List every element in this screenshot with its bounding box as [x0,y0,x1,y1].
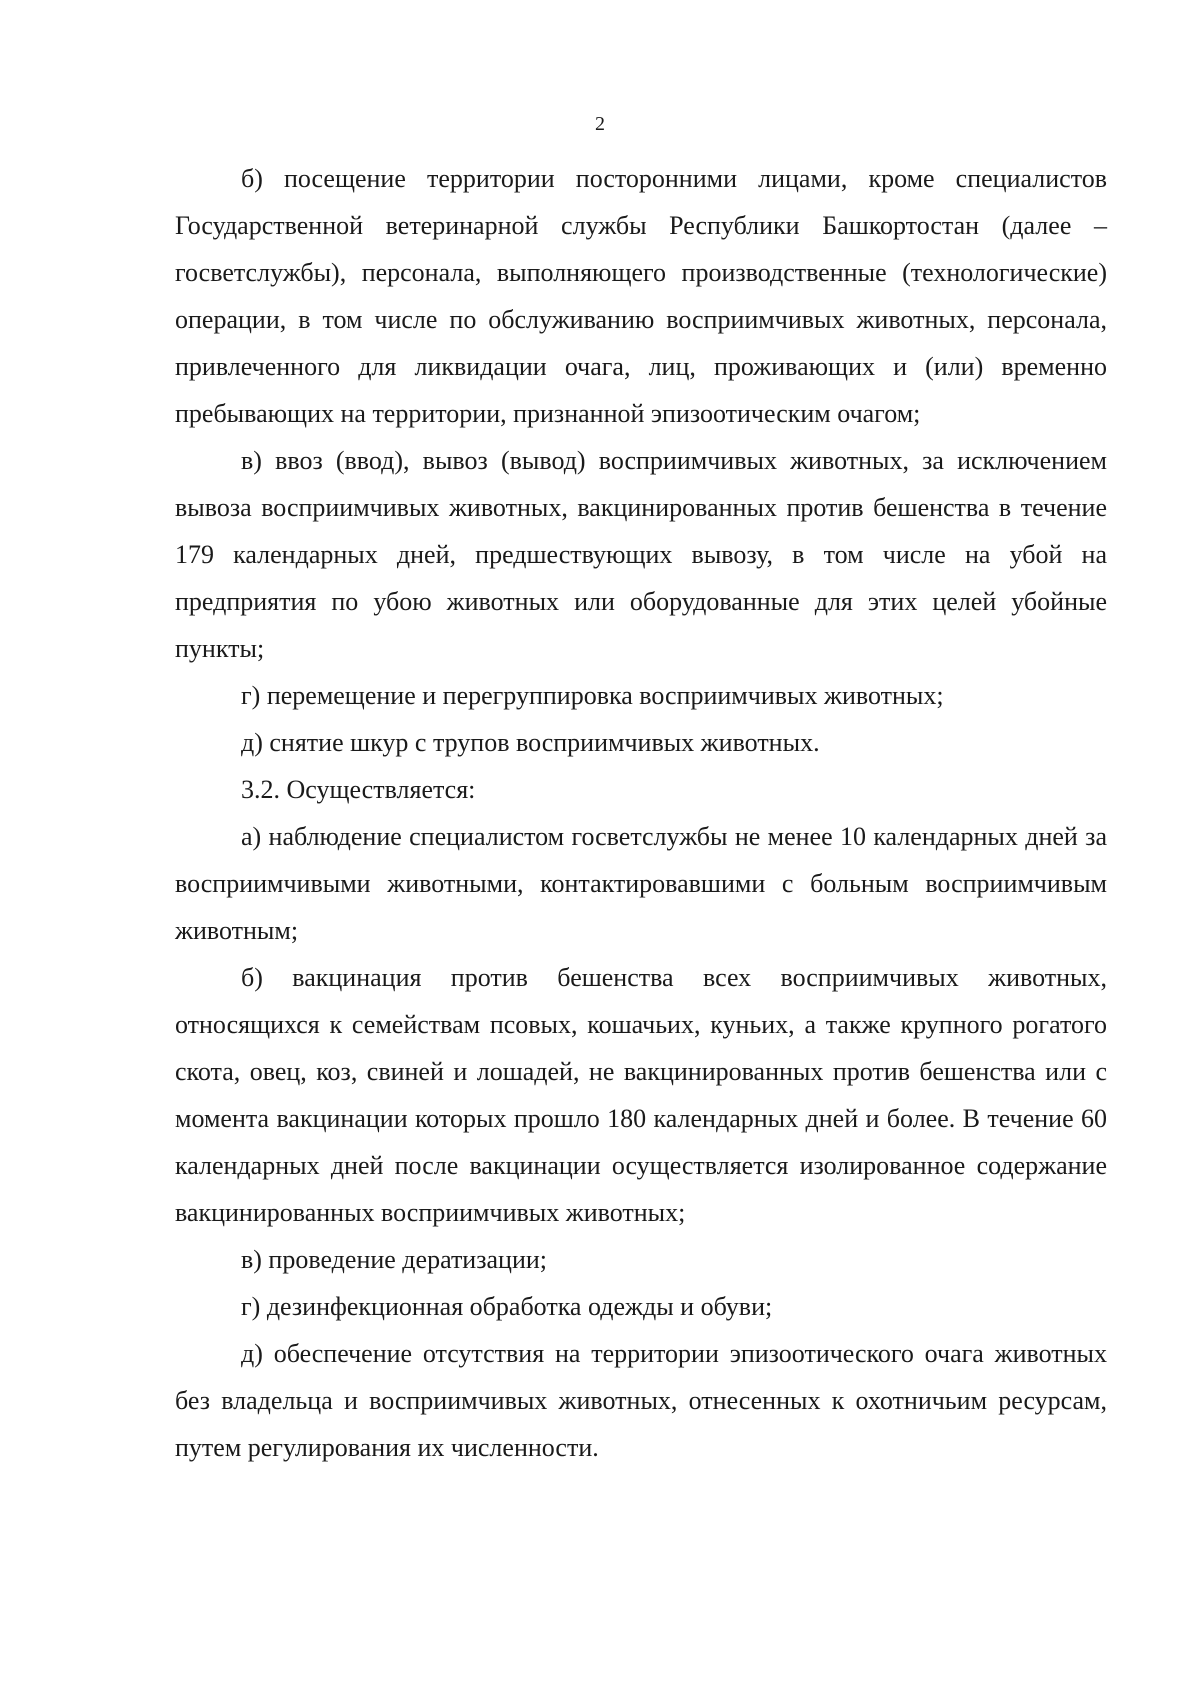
paragraph-item-g-disinfection: г) дезинфекционная обработка одежды и обуви; [241,1292,773,1321]
page-number: 2 [595,113,605,135]
document-body [175,155,1107,1471]
paragraph-item-b-visit-restriction: б) посещение территории посторонними лицами, кроме специалистов Государственной ветеринарной службы Республики Башкортостан (далее – госветслужбы), персонала, выполняющего производственные (технологические) операции, в том числе по обслуживанию восприимчивых животных, персонала, привлеченного для ликвидации очага, лиц, проживающих и (или) временно пребывающих на территории, признанной эпизоотическим очагом; [175,164,1107,428]
paragraph-item-g-movement: г) перемещение и перегруппировка восприимчивых животных; [241,681,944,710]
paragraph-item-v-import-export: в) ввоз (ввод), вывоз (вывод) восприимчивых животных, за исключением вывоза восприимчивых животных, вакцинированных против бешенства в течение 179 календарных дней, предшествующих вывозу, в том числе на убой на предприятия по убою животных или оборудованные для этих целей убойные пункты; [175,446,1107,663]
paragraph-item-a-observation: а) наблюдение специалистом госветслужбы не менее 10 календарных дней за восприимчивыми животными, контактировавшими с больным восприимчивым животным; [175,822,1107,945]
section-heading-3-2: 3.2. Осуществляется: [241,775,476,804]
paragraph-item-d-stray-animals: д) обеспечение отсутствия на территории эпизоотического очага животных без владельца и восприимчивых животных, отнесенных к охотничьим ресурсам, путем регулирования их численности. [175,1339,1107,1462]
paragraph-item-d-skinning: д) снятие шкур с трупов восприимчивых животных. [241,728,820,757]
paragraph-item-b-vaccination: б) вакцинация против бешенства всех восприимчивых животных, относящихся к семействам псовых, кошачьих, куньих, а также крупного рогатого скота, овец, коз, свиней и лошадей, не вакцинированных против бешенства или с момента вакцинации которых прошло 180 календарных дней и более. В течение 60 календарных дней после вакцинации осуществляется изолированное содержание вакцинированных восприимчивых животных; [175,963,1107,1227]
paragraph-item-v-deratization: в) проведение дератизации; [241,1245,547,1274]
